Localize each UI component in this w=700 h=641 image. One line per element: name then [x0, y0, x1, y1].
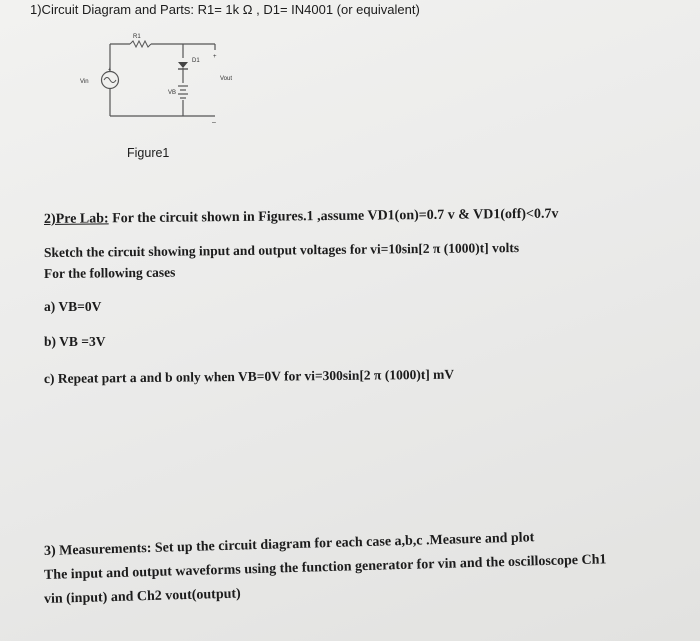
svg-text:–: –: [212, 119, 216, 126]
case-b: b) VB =3V: [44, 334, 106, 349]
sketch-cases-intro: For the following cases: [43, 264, 176, 281]
measurements-line-1: 3) Measurements: Set up the circuit diagram for each case a,b,c .Measure and plot: [43, 530, 535, 559]
measurements-line-3: vin (input) and Ch2 vout(output): [43, 586, 241, 607]
svg-text:+: +: [213, 54, 217, 60]
vb-label: VB: [168, 90, 177, 96]
vout-label: Vout: [220, 76, 233, 82]
d1-label: D1: [192, 58, 200, 64]
section-1-title: 1)Circuit Diagram and Parts: R1= 1k Ω , D1= IN4001 (or equivalent): [30, 2, 420, 17]
prelab-text: For the circuit shown in Figures.1 ,assume VD1(on)=0.7 v & VD1(off)<0.7v: [112, 206, 559, 227]
svg-text:+: +: [108, 67, 111, 73]
vin-label: Vin: [80, 79, 89, 85]
figure-label: Figure1: [127, 146, 170, 160]
sketch-instruction: Sketch the circuit showing input and output voltages for vi=10sin[2 π (1000)t] volts: [43, 240, 520, 260]
prelab-line: [44, 207, 559, 228]
case-c: c) Repeat part a and b only when VB=0V for vi=300sin[2 π (1000)t] mV: [43, 366, 455, 386]
circuit-diagram: [60, 28, 260, 138]
resistor-r1: [130, 41, 151, 47]
diode-d1: [178, 62, 188, 68]
measurements-line-2: The input and output waveforms using the function generator for vin and the oscilloscope Ch1: [43, 552, 607, 583]
prelab-heading: 2)Pre Lab:: [43, 211, 109, 227]
case-a: a) VB=0V: [44, 299, 102, 314]
r1-label: R1: [133, 34, 141, 40]
